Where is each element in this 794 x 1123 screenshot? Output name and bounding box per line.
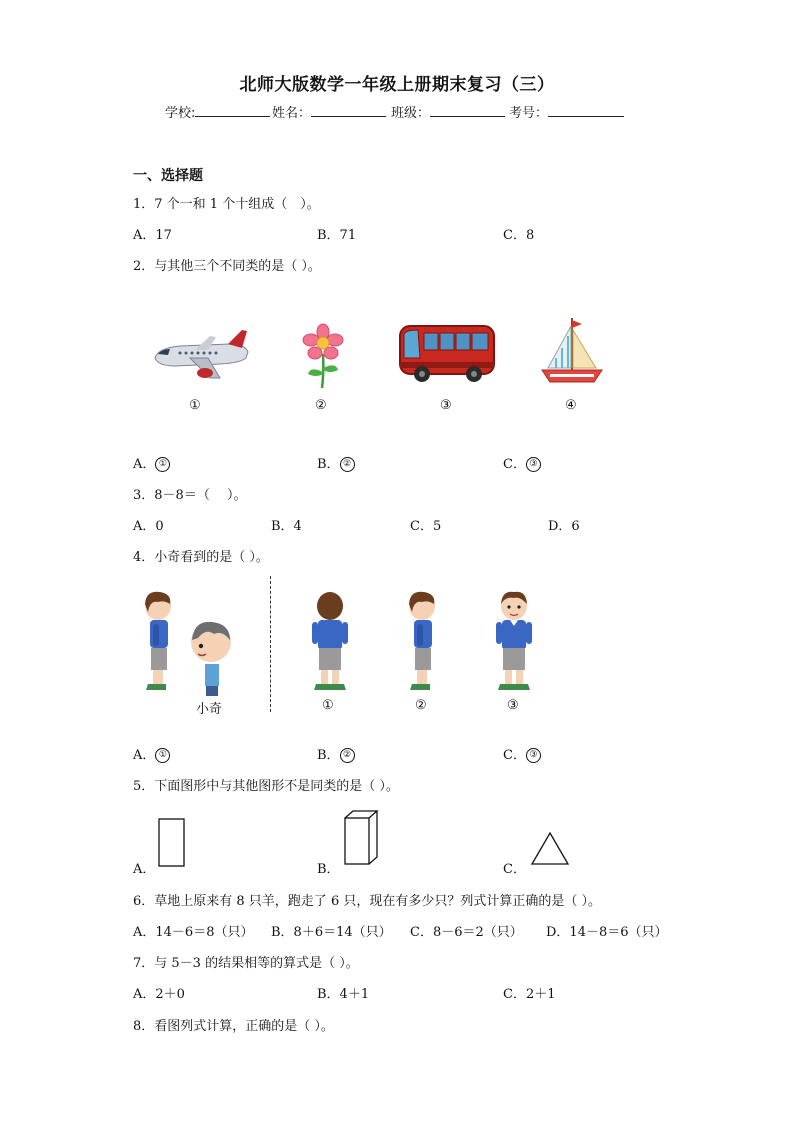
q4-option-a[interactable] — [133, 744, 170, 763]
name-label: 姓名： — [272, 106, 312, 121]
q4-option-b-mark: ② — [340, 748, 355, 763]
q2-caption-2: ② — [315, 398, 327, 413]
xiaoqi-label: 小奇 — [196, 702, 223, 717]
q2-option-c[interactable] — [503, 453, 541, 472]
q1-option-a[interactable]: A．17 — [133, 228, 172, 243]
triangle-shape — [530, 832, 570, 866]
q2-option-c-mark: ③ — [526, 457, 541, 472]
school-label: 学校: — [165, 106, 196, 121]
boy-front-view-image — [494, 590, 534, 698]
question-8: 8．看图列式计算，正确的是（ ）。 — [133, 1019, 334, 1034]
q4-caption-1: ① — [322, 698, 334, 713]
q2-caption-4: ④ — [565, 398, 577, 413]
flower-image — [302, 324, 344, 388]
boy-side-view-option-image — [404, 590, 444, 698]
boy-back-view-image — [310, 590, 350, 698]
q5-option-a[interactable]: A． — [133, 862, 156, 877]
q3-option-c[interactable]: C．5 — [410, 519, 442, 534]
cuboid-shape — [344, 810, 378, 866]
q3-option-b[interactable]: B．4 — [271, 519, 302, 534]
school-blank[interactable] — [195, 104, 270, 117]
page-title: 北师大版数学一年级上册期末复习（三） — [239, 75, 555, 95]
q2-option-c-letter: C． — [503, 457, 526, 472]
class-blank[interactable] — [430, 104, 505, 117]
question-5: 5．下面图形中与其他图形不是同类的是（ ）。 — [133, 779, 399, 794]
q7-option-b[interactable]: B．4＋1 — [317, 987, 370, 1002]
q4-option-a-letter: A． — [133, 748, 156, 763]
q4-caption-3: ③ — [507, 698, 519, 713]
q2-option-a-letter: A． — [133, 457, 156, 472]
question-1: 1．7 个一和 1 个十组成（ ）。 — [133, 197, 320, 212]
name-blank[interactable] — [311, 104, 386, 117]
q5-option-c[interactable]: C． — [503, 862, 526, 877]
exam-number-field[interactable] — [509, 102, 624, 121]
question-7: 7．与 5－3 的结果相等的算式是（ ）。 — [133, 956, 359, 971]
q2-option-a[interactable] — [133, 453, 170, 472]
sailboat-image — [540, 316, 604, 386]
q3-option-a[interactable]: A．0 — [133, 519, 164, 534]
q6-option-b[interactable]: B．8＋6＝14（只） — [271, 925, 392, 940]
q4-option-c-mark: ③ — [526, 748, 541, 763]
q5-option-b[interactable]: B． — [317, 862, 340, 877]
q1-option-c[interactable]: C．8 — [503, 228, 535, 243]
bus-image — [398, 322, 496, 384]
boy-side-view-image — [140, 590, 180, 698]
q2-option-b-mark: ② — [340, 457, 355, 472]
q3-option-d[interactable]: D．6 — [548, 519, 580, 534]
q4-option-b[interactable] — [317, 744, 355, 763]
q6-option-a[interactable]: A．14－6＝8（只） — [133, 925, 254, 940]
q7-option-a[interactable]: A．2＋0 — [133, 987, 185, 1002]
q4-caption-2: ② — [415, 698, 427, 713]
name-field[interactable] — [272, 102, 386, 121]
q6-option-d[interactable]: D．14－8＝6（只） — [546, 925, 668, 940]
airplane-image — [150, 328, 250, 383]
section-title: 一、选择题 — [133, 168, 203, 184]
class-field[interactable] — [391, 102, 505, 121]
q1-option-b[interactable]: B．71 — [317, 228, 357, 243]
q4-option-b-letter: B． — [317, 748, 340, 763]
q2-option-b-letter: B． — [317, 457, 340, 472]
q4-option-c-letter: C． — [503, 748, 526, 763]
q2-caption-3: ③ — [440, 398, 452, 413]
q2-caption-1: ① — [189, 398, 201, 413]
q2-option-b[interactable] — [317, 453, 355, 472]
q7-option-c[interactable]: C．2＋1 — [503, 987, 556, 1002]
xiaoqi-image — [188, 620, 234, 698]
question-6: 6．草地上原来有 8 只羊，跑走了 6 只，现在有多少只？列式计算正确的是（ ）。 — [133, 894, 601, 909]
school-field[interactable] — [165, 102, 270, 121]
exam-number-label: 考号： — [509, 106, 549, 121]
class-label: 班级： — [391, 106, 431, 121]
exam-number-blank[interactable] — [548, 104, 624, 117]
q4-option-a-mark: ① — [155, 748, 170, 763]
rectangle-shape — [158, 818, 186, 868]
q6-option-c[interactable]: C．8－6＝2（只） — [410, 925, 523, 940]
q2-option-a-mark: ① — [155, 457, 170, 472]
question-3: 3．8－8＝（ ）。 — [133, 488, 247, 503]
divider-line — [270, 576, 271, 712]
question-2: 2．与其他三个不同类的是（ ）。 — [133, 259, 321, 274]
q4-option-c[interactable] — [503, 744, 541, 763]
question-4: 4．小奇看到的是（ ）。 — [133, 550, 269, 565]
